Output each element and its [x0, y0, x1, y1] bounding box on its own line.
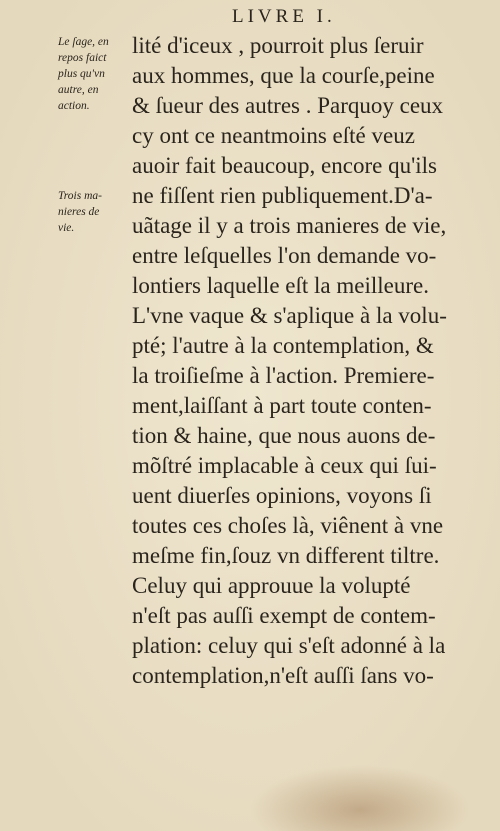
- running-head: LIVRE I.: [232, 6, 336, 27]
- text-line: cy ont ce neantmoins eſté veuz: [132, 123, 415, 148]
- text-line: auoir fait beaucoup, encore qu'ils: [132, 153, 437, 178]
- text-line: entre leſquelles l'on demande vo-: [132, 243, 437, 268]
- text-line: uent diuerſes opinions, voyons ſi: [132, 483, 432, 508]
- text-line: plation: celuy qui s'eſt adonné à la: [132, 633, 446, 658]
- text-line: mõſtré implacable à ceux qui ſui-: [132, 453, 437, 478]
- text-line: meſme fin,ſouz vn different tiltre.: [132, 543, 440, 568]
- marginal-note-line: Le ſage, en: [58, 36, 109, 48]
- text-line: tion & haine, que nous auons de-: [132, 423, 436, 448]
- text-line: lité d'iceux , pourroit plus ſeruir: [132, 33, 424, 58]
- text-line: L'vne vaque & s'aplique à la volu-: [132, 303, 447, 328]
- text-line: & ſueur des autres . Parquoy ceux: [132, 93, 444, 118]
- text-line: Celuy qui approuue la volupté: [132, 573, 411, 598]
- text-line: lontiers laquelle eſt la meilleure.: [132, 273, 429, 298]
- text-line: ment,laiſſant à part toute conten-: [132, 393, 432, 418]
- text-line: ne fiſſent rien publiquement.D'a-: [132, 183, 433, 208]
- marginal-note-line: repos faict: [58, 52, 107, 64]
- marginal-note-line: plus qu'vn: [58, 68, 105, 80]
- marginal-note-line: nieres de: [58, 206, 100, 218]
- marginal-note-sage: [58, 34, 134, 114]
- marginal-note-line: Trois ma-: [58, 190, 102, 202]
- marginal-note-trois-manieres: [58, 188, 134, 236]
- text-line: uãtage il y a trois manieres de vie,: [132, 213, 447, 238]
- text-line: contemplation,n'eſt auſſi ſans vo-: [132, 663, 434, 688]
- text-line: pté; l'autre à la contemplation, &: [132, 333, 434, 358]
- text-line: toutes ces choſes là, viênent à vne: [132, 513, 444, 538]
- marginal-note-line: vie.: [58, 222, 75, 234]
- marginal-note-line: action.: [58, 100, 90, 112]
- marginal-note-line: autre, en: [58, 84, 99, 96]
- text-line: aux hommes, que la courſe,peine: [132, 63, 435, 88]
- text-line: n'eſt pas auſſi exempt de contem-: [132, 603, 436, 628]
- text-line: la troiſieſme à l'action. Premiere-: [132, 363, 435, 388]
